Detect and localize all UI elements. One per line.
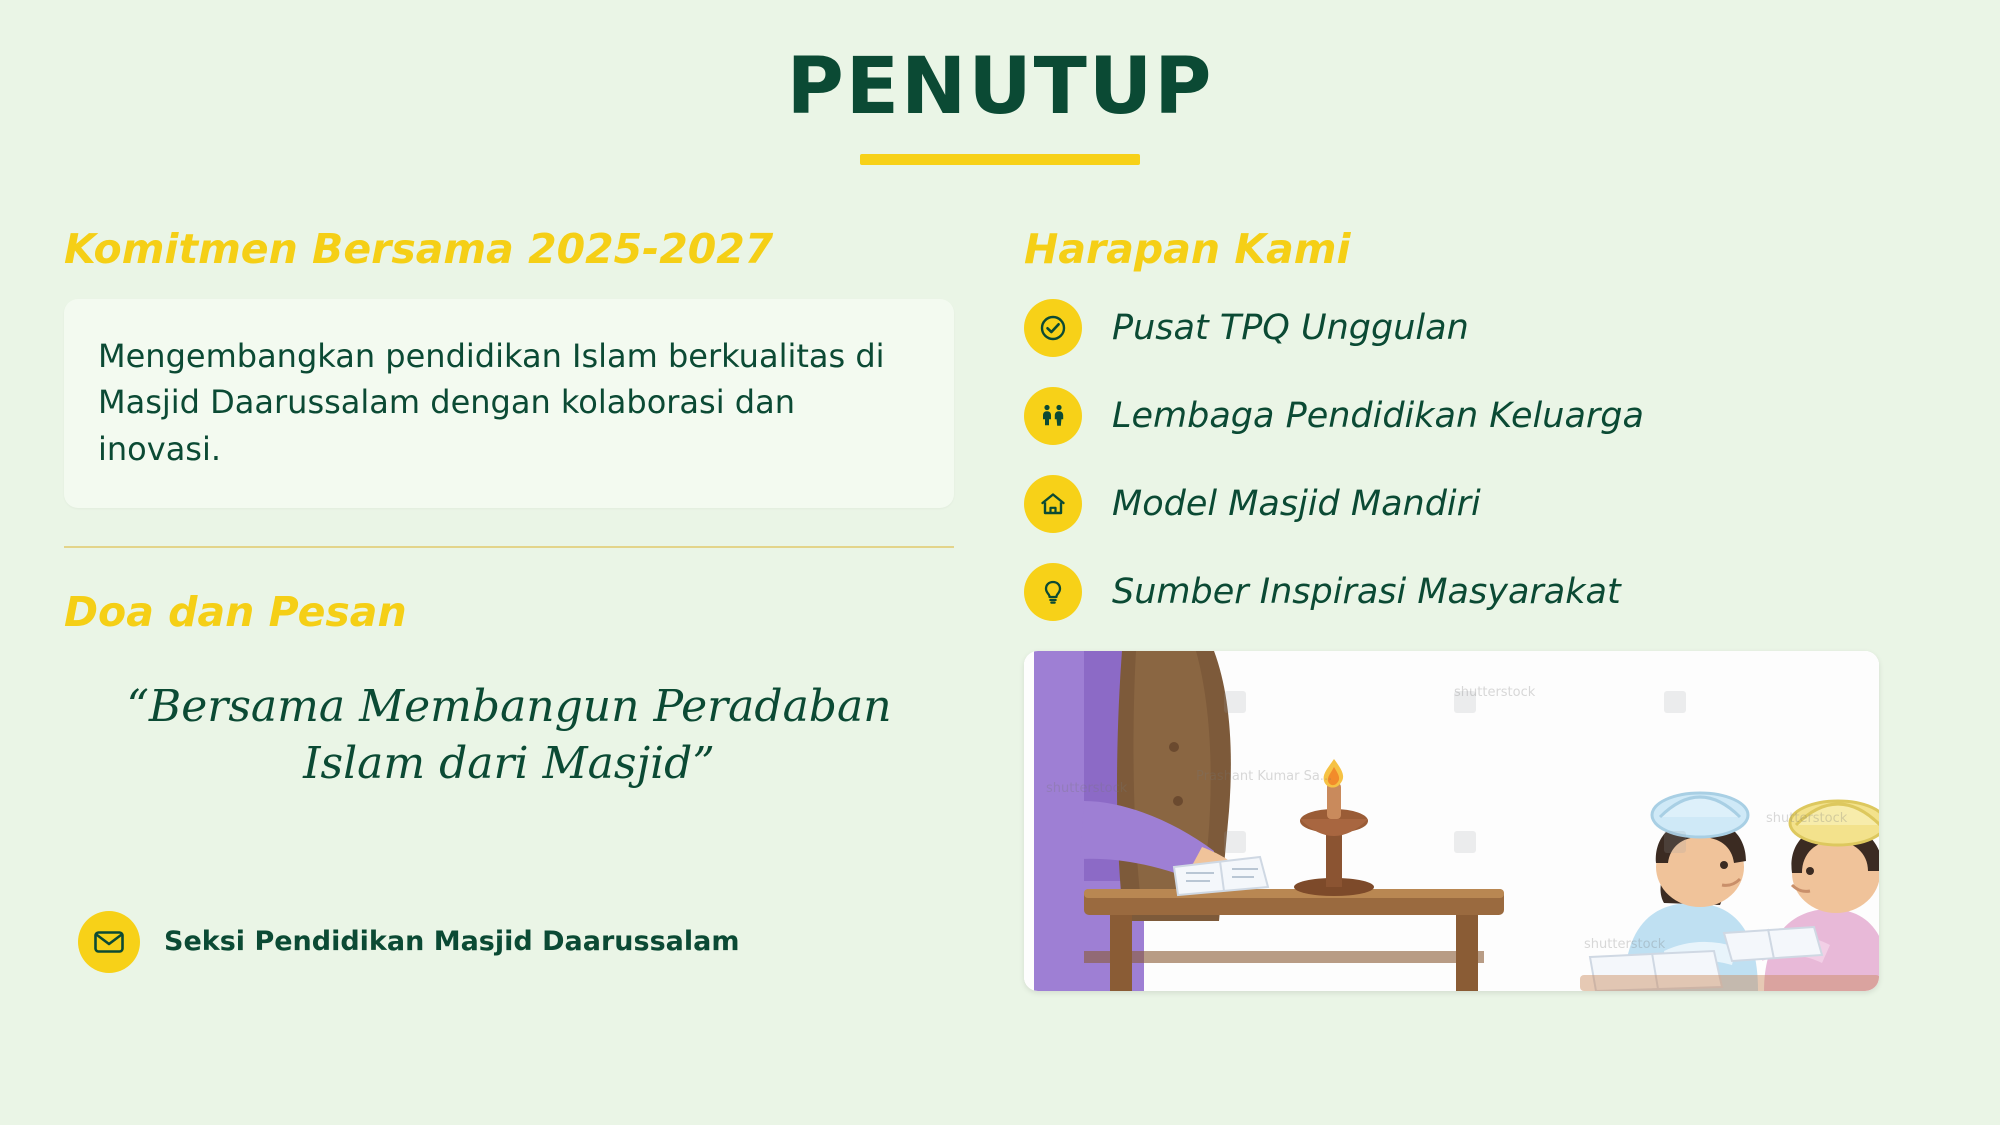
watermark-text: shutterstock bbox=[1046, 781, 1128, 796]
list-item bbox=[1024, 563, 1940, 621]
hope-label: Pusat TPQ Unggulan bbox=[1112, 308, 1469, 348]
lightbulb-icon bbox=[1024, 563, 1082, 621]
commitment-text: Mengembangkan pendidikan Islam berkualitas di Masjid Daarussalam dengan kolaborasi dan inovasi. bbox=[98, 337, 885, 468]
hope-label: Lembaga Pendidikan Keluarga bbox=[1112, 396, 1644, 436]
section-divider bbox=[64, 546, 954, 548]
contact-row bbox=[64, 911, 964, 973]
left-column bbox=[64, 225, 964, 991]
title-block bbox=[0, 0, 2000, 165]
watermark-text: Prashant Kumar Sa... bbox=[1196, 769, 1333, 784]
list-item bbox=[1024, 299, 1940, 357]
family-icon bbox=[1024, 387, 1082, 445]
watermark-text: shutterstock bbox=[1766, 811, 1848, 826]
list-item bbox=[1024, 387, 1940, 445]
list-item bbox=[1024, 475, 1940, 533]
hopes-heading: Harapan Kami bbox=[1024, 225, 1351, 273]
content-columns bbox=[0, 165, 2000, 991]
right-column bbox=[994, 225, 1940, 991]
envelope-icon bbox=[78, 911, 140, 973]
prayer-heading: Doa dan Pesan bbox=[64, 588, 407, 637]
home-icon bbox=[1024, 475, 1082, 533]
commitment-heading: Komitmen Bersama 2025-2027 bbox=[64, 225, 774, 273]
illustration-svg bbox=[1024, 651, 1879, 991]
contact-label: Seksi Pendidikan Masjid Daarussalam bbox=[164, 926, 740, 958]
closing-quote: “Bersama Membangun Peradaban Islam dari Masjid” bbox=[126, 681, 892, 790]
hope-label: Sumber Inspirasi Masyarakat bbox=[1112, 572, 1621, 612]
hope-label: Model Masjid Mandiri bbox=[1112, 484, 1481, 524]
illustration-image bbox=[1024, 651, 1879, 991]
title-underline bbox=[860, 154, 1140, 165]
watermark-text: shutterstock bbox=[1584, 937, 1666, 952]
commitment-card bbox=[64, 299, 954, 508]
hopes-list bbox=[1024, 299, 1940, 621]
page-title: PENUTUP bbox=[786, 42, 1214, 132]
check-circle-icon bbox=[1024, 299, 1082, 357]
watermark-text: shutterstock bbox=[1454, 685, 1536, 700]
